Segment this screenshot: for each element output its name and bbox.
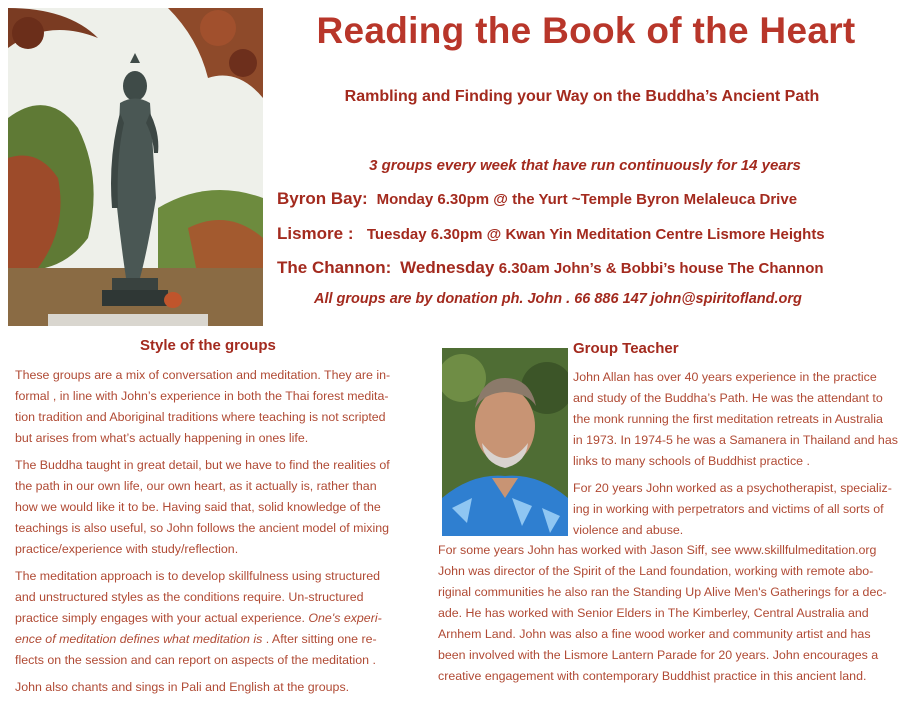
group-details: 6.30am John’s & Bobbi’s house The Channon [498,260,824,277]
text-line: John Allan has over 40 years experience in the practice [573,370,877,384]
group-place: The Channon: [277,258,392,277]
groups-tagline: 3 groups every week that have run continuously for 14 years [369,157,801,174]
text-line: John was director of the Spirit of the Land foundation, working with remote abo- [438,564,874,578]
text-line: formal , in line with John’s experience in both the Thai forest medita- [15,389,389,403]
group-place: Byron Bay: [277,189,368,208]
teacher-portrait-illustration [442,348,568,536]
text-line: practice/experience with study/reflection. [15,542,239,556]
group-place: Lismore : [277,224,354,243]
teacher-section-bio [438,540,896,693]
text-line: For 20 years John worked as a psychotherapist, specializ- [573,481,892,495]
style-paragraph-3 [15,566,415,671]
style-section-body [15,365,415,704]
teacher-section-intro [573,367,898,547]
text-line: creative engagement with contemporary Buddhist practice in this ancient land. [438,669,867,683]
text-line [15,629,415,650]
italic-text: One's experi- [308,611,382,625]
text-line: but arises from what’s actually happening in ones life. [15,431,309,445]
text-line: riginal communities he also ran the Standing Up Alive Men's Gatherings for a dec- [438,585,887,599]
text-line: tion tradition and Aboriginal traditions where teaching is not scripted [15,410,386,424]
text-line: Arnhem Land. John was also a fine wood worker and community artist and has [438,627,871,641]
italic-text: ence of meditation defines what meditation is [15,632,263,646]
page-title: Reading the Book of the Heart [316,10,856,51]
teacher-portrait-photo [442,348,568,536]
text-line: and unstructured styles as the conditions require. Un-structured [15,590,364,604]
group-the-channon [277,258,824,278]
style-paragraph-4 [15,677,415,698]
style-section-title: Style of the groups [140,337,276,354]
text-line: in 1973. In 1974-5 he was a Samanera in Thailand and has [573,433,898,447]
text-line: The meditation approach is to develop skillfulness using structured [15,569,381,583]
text-line: flects on the session and can report on aspects of the meditation . [15,653,376,667]
teacher-paragraph-1 [573,367,898,472]
text-line: These groups are a mix of conversation and meditation. They are in- [15,368,391,382]
text-line: The Buddha taught in great detail, but we have to find the realities of [15,458,390,472]
text-line [15,608,415,629]
group-byron-bay [277,189,797,209]
page-subtitle: Rambling and Finding your Way on the Buddha’s Ancient Path [344,88,820,105]
text-line: and study of the Buddha’s Path. He was the attendant to [573,391,883,405]
teacher-paragraph-2 [573,478,893,541]
teacher-section-title: Group Teacher [573,340,679,357]
teacher-paragraph-3 [438,540,896,687]
text-segment: practice simply engages with your actual experience. [15,611,309,625]
style-paragraph-2 [15,455,415,560]
text-line: been involved with the Lismore Lantern Parade for 20 years. John encourages a [438,648,879,662]
donation-contact-line: All groups are by donation ph. John . 66 886 147 john@spiritofland.org [314,291,802,307]
text-line: the path in our own life, our own heart, as it actually is, rather than [15,479,377,493]
text-line: ing in working with perpetrators and victims of all sorts of [573,502,884,516]
text-line: how we would like it to be. Having said that, solid knowledge of the [15,500,381,514]
buddha-statue-photo [8,8,263,326]
text-line: the monk running the first meditation retreats in Australia [573,412,883,426]
buddha-statue-illustration [8,8,263,326]
text-line: John also chants and sings in Pali and English at the groups. [15,680,350,694]
text-line: For some years John has worked with Jason Siff, see www.skillfulmeditation.org [438,543,877,557]
group-lismore [277,224,825,244]
text-line: links to many schools of Buddhist practice . [573,454,810,468]
style-paragraph-1 [15,365,415,449]
text-line: teachings is also useful, so John follows the ancient model of mixing [15,521,389,535]
group-day: Wednesday [400,258,495,277]
text-line: violence and abuse. [573,523,684,537]
text-segment: . After sitting one re- [262,632,377,646]
group-details: Tuesday 6.30pm @ Kwan Yin Meditation Centre Lismore Heights [366,226,825,243]
group-details: Monday 6.30pm @ the Yurt ~Temple Byron Melaleuca Drive [376,191,798,208]
text-line: ade. He has worked with Senior Elders in The Kimberley, Central Australia and [438,606,869,620]
